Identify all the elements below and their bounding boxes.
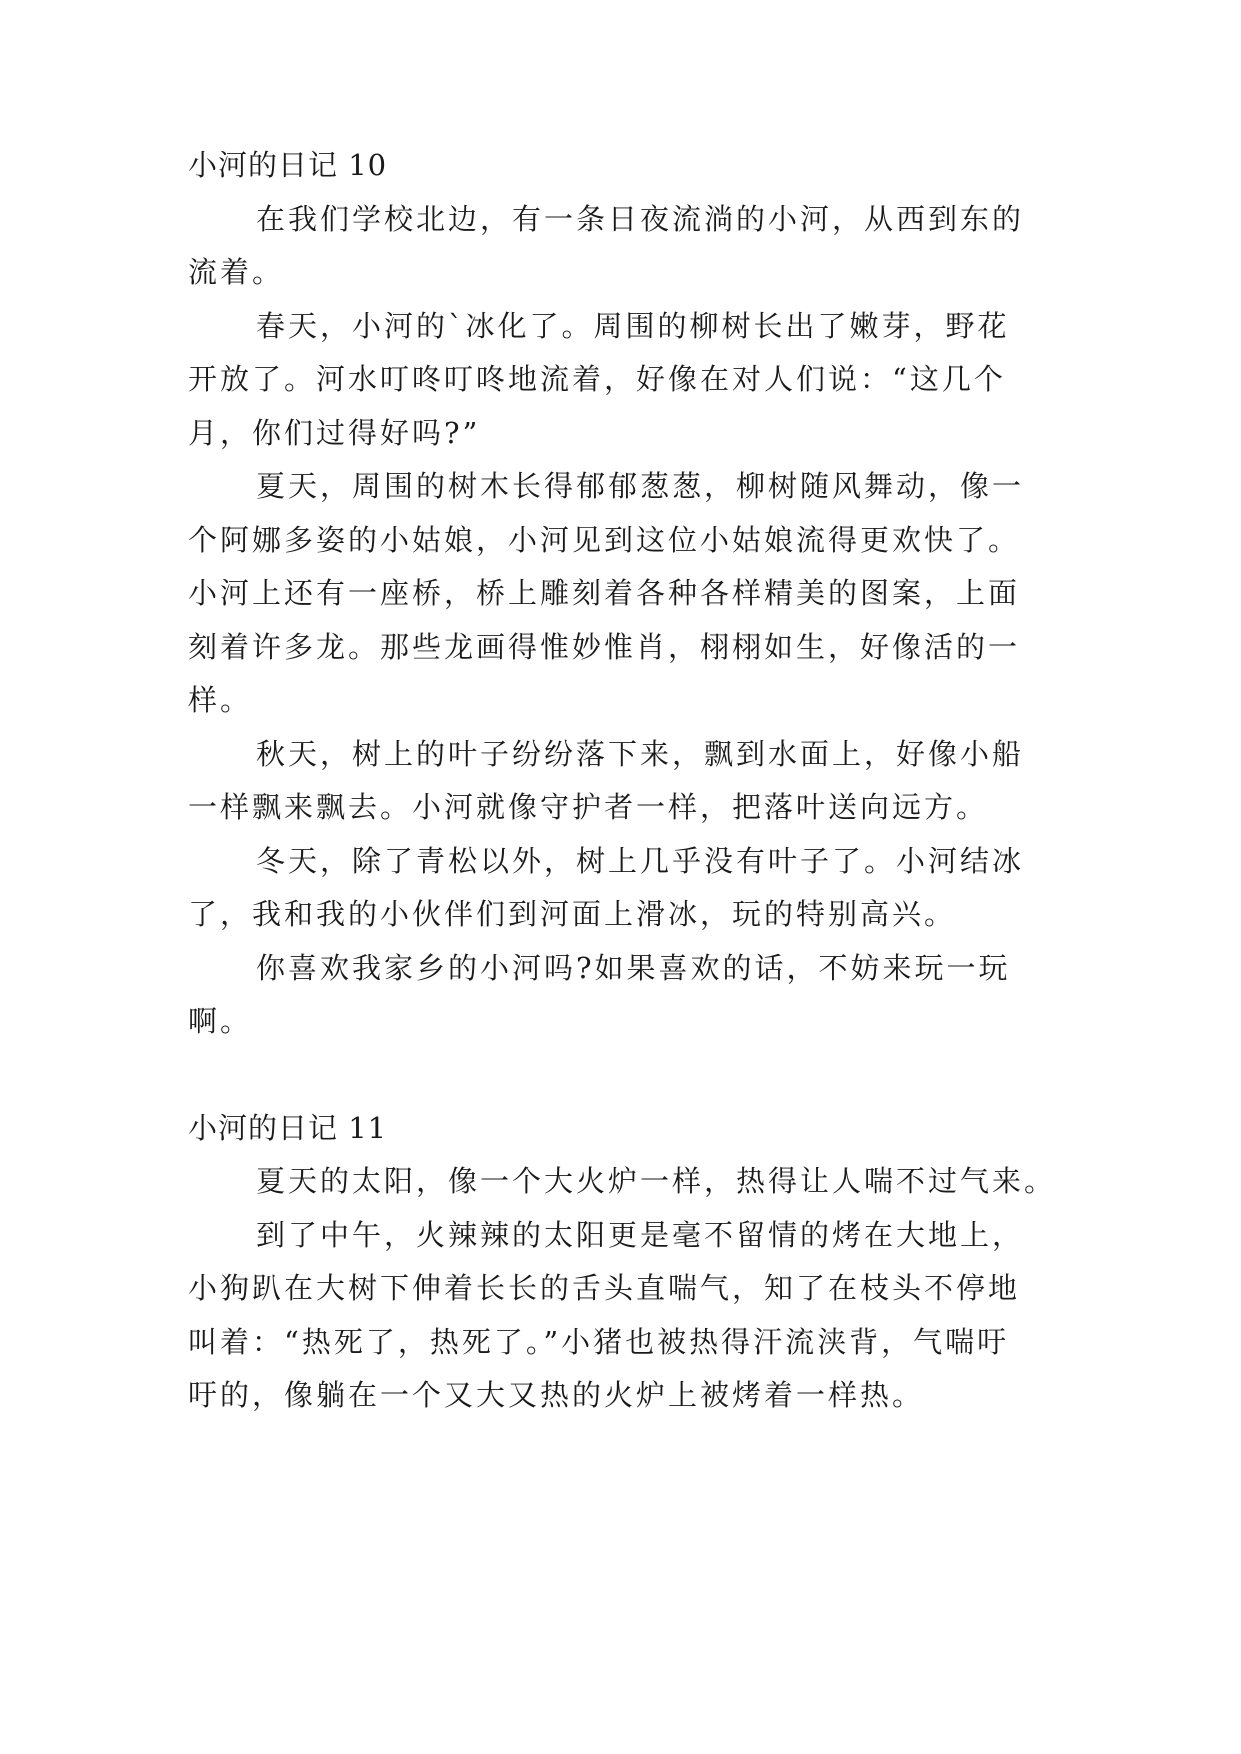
paragraph-line: 小狗趴在大树下伸着长长的舌头直喘气，知了在枝头不停地 bbox=[188, 1271, 1021, 1305]
paragraph-line: 样。 bbox=[188, 683, 253, 717]
paragraph-line: 夏天的太阳，像一个大火炉一样，热得让人喘不过气来。 bbox=[256, 1164, 1057, 1198]
paragraph-line: 开放了。河水叮咚叮咚地流着，好像在对人们说：“这几个 bbox=[188, 362, 1006, 396]
paragraph-line: 冬天，除了青松以外，树上几乎没有叶子了。小河结冰 bbox=[256, 844, 1025, 878]
paragraph-line: 到了中午，火辣辣的太阳更是毫不留情的烤在大地上， bbox=[256, 1218, 1025, 1252]
paragraph-line: 你喜欢我家乡的小河吗?如果喜欢的话，不妨来玩一玩 bbox=[256, 951, 1011, 985]
paragraph-line: 个阿娜多姿的小姑娘，小河见到这位小姑娘流得更欢快了。 bbox=[188, 523, 1021, 557]
paragraph-line: 小河上还有一座桥，桥上雕刻着各种各样精美的图案，上面 bbox=[188, 576, 1021, 610]
paragraph-line: 刻着许多龙。那些龙画得惟妙惟肖，栩栩如生，好像活的一 bbox=[188, 630, 1021, 664]
paragraph-line: 秋天，树上的叶子纷纷落下来，飘到水面上，好像小船 bbox=[256, 737, 1025, 771]
paragraph-line: 流着。 bbox=[188, 255, 285, 289]
paragraph-line: 夏天，周围的树木长得郁郁葱葱，柳树随风舞动，像一 bbox=[256, 469, 1025, 503]
paragraph-line: 月，你们过得好吗?” bbox=[188, 416, 481, 450]
paragraph-line: 一样飘来飘去。小河就像守护者一样，把落叶送向远方。 bbox=[188, 790, 989, 824]
section-title: 小河的日记 11 bbox=[188, 1111, 388, 1145]
paragraph-line: 在我们学校北边，有一条日夜流淌的小河，从西到东的 bbox=[256, 202, 1025, 236]
paragraph-line: 啊。 bbox=[188, 1004, 253, 1038]
paragraph-line: 了，我和我的小伙伴们到河面上滑冰，玩的特别高兴。 bbox=[188, 897, 957, 931]
section-title: 小河的日记 10 bbox=[188, 148, 388, 182]
paragraph-line: 春天，小河的`冰化了。周围的柳树长出了嫩芽，野花 bbox=[256, 309, 1010, 343]
paragraph-line: 吁的，像躺在一个又大又热的火炉上被烤着一样热。 bbox=[188, 1378, 925, 1412]
paragraph-line: 叫着：“热死了，热死了。”小猪也被热得汗流浃背，气喘吁 bbox=[188, 1325, 1010, 1359]
